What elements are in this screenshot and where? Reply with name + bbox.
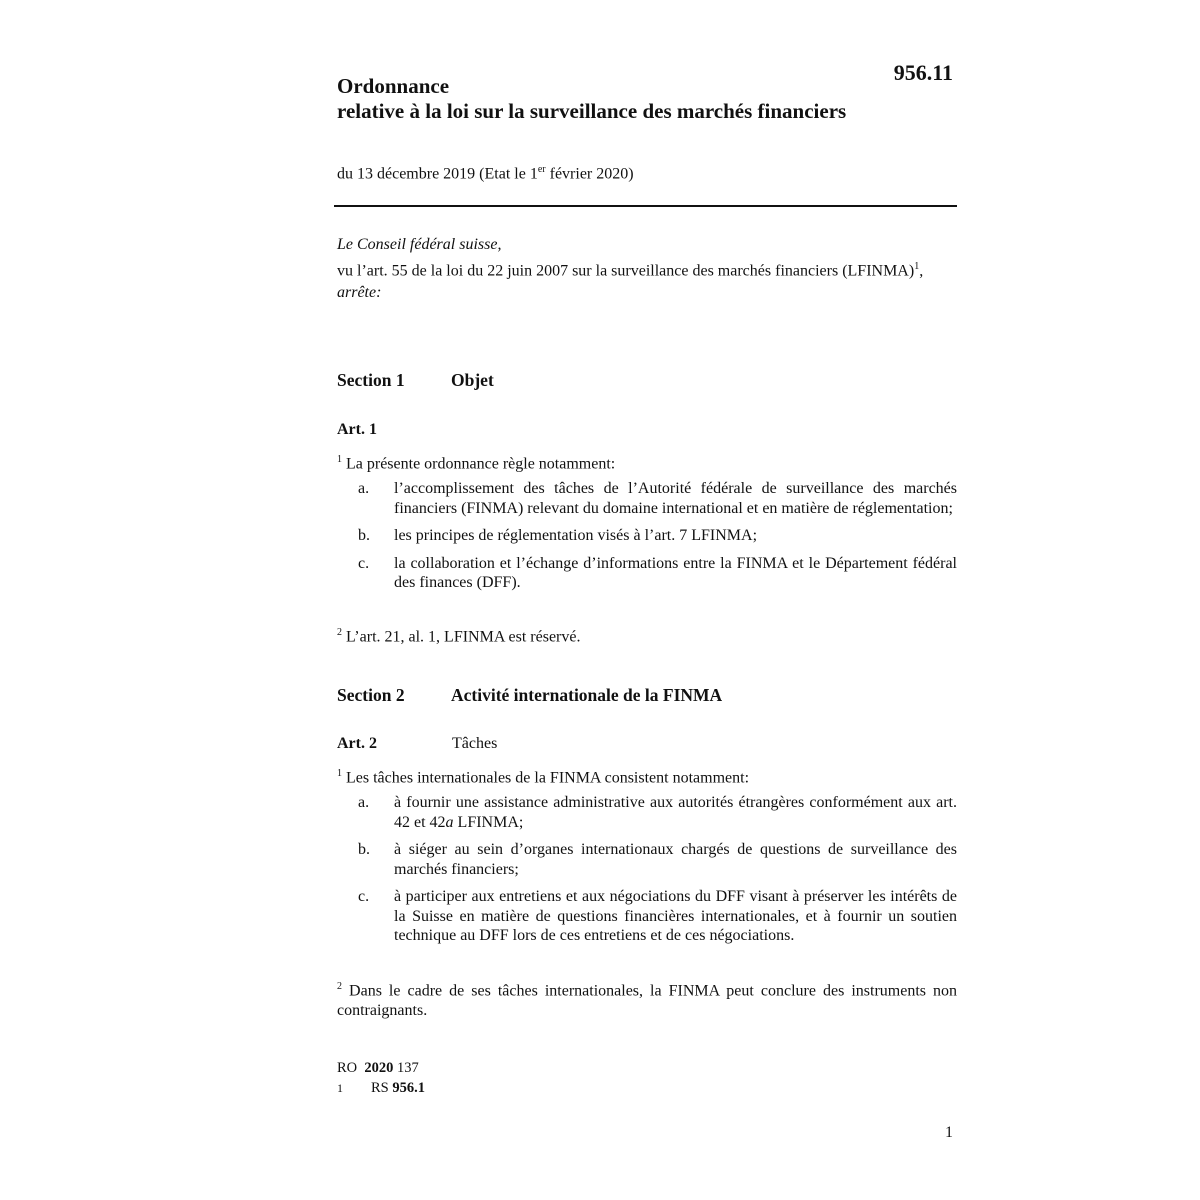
list-item: c. à participer aux entretiens et aux négociations du DFF visant à préserver les intérêts de la Suisse en matière de questions financières internationales, et à fournir un soutien technique au DFF lors de ces entretiens et de ces négociations. — [358, 888, 957, 944]
article-2-list — [337, 793, 957, 954]
footnotes — [337, 1058, 425, 1098]
document-date: du 13 décembre 2019 (Etat le 1er février 2020) — [337, 164, 634, 183]
article-1-paragraph-1: $^1$ La présente ordonnance règle notamment: — [337, 454, 616, 473]
list-item: c. la collaboration et l’échange d’informations entre la FINMA et le Département fédéral des finances (DFF). — [358, 554, 957, 591]
title-line-1: Ordonnance — [337, 74, 450, 98]
ro-reference: RO 2020 137 — [337, 1060, 419, 1076]
article-2-paragraph-1: $^1$ Les tâches internationales de la FINMA consistent notamment: — [337, 768, 750, 787]
preamble — [337, 235, 957, 305]
preamble-decree: arrête: — [337, 284, 382, 302]
article-2-paragraph-2: $^2$ Dans le cadre de ses tâches internationales, la FINMA peut conclure des instruments non contraignants. — [337, 981, 958, 1019]
preamble-basis: vu l’art. 55 de la loi du 22 juin 2007 sur la surveillance des marchés financiers (LFINMA)$^1$, — [337, 261, 924, 280]
document-page — [337, 0, 957, 1200]
footnote-ref-1[interactable]: 1 — [914, 261, 920, 272]
preamble-authority: Le Conseil fédéral suisse, — [337, 236, 502, 253]
list-item: b. les principes de réglementation visés à l’art. 7 LFINMA; — [358, 527, 758, 544]
article-2-heading: Art. 2 Tâches — [337, 735, 498, 752]
page-number: 1 — [945, 1124, 953, 1141]
footnote-1: 1 RS 956.1 — [337, 1080, 425, 1096]
rs-number: 956.11 — [893, 60, 953, 85]
list-item: a. à fournir une assistance administrative aux autorités étrangères conformément aux art. 42 et 42a LFINMA; — [358, 794, 957, 831]
article-1-paragraph-2: $^2$ L’art. 21, al. 1, LFINMA est réservé. — [337, 627, 581, 646]
list-item: b. à siéger au sein d’organes internationaux chargés de questions de surveillance des marchés financiers; — [358, 841, 957, 878]
article-1-heading: Art. 1 — [337, 421, 377, 438]
title-line-2: relative à la loi sur la surveillance des marchés financiers — [337, 99, 847, 123]
list-item: a. l’accomplissement des tâches de l’Autorité fédérale de surveillance des marchés financiers (FINMA) relevant du domaine international et en matière de réglementation; — [358, 480, 957, 517]
section-1-heading: Section 1 Objet — [337, 370, 494, 390]
document-title — [337, 74, 957, 124]
section-2-heading: Section 2 Activité internationale de la FINMA — [337, 685, 723, 705]
header-divider — [334, 205, 957, 207]
article-1-list — [337, 479, 957, 601]
